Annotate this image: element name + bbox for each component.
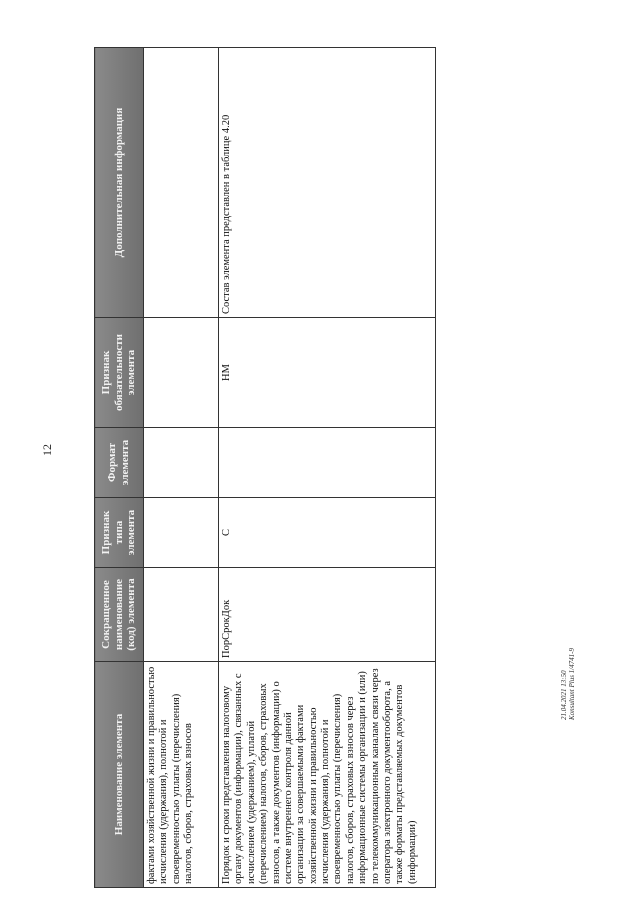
cell-type: С [219,498,436,568]
header-additional-info: Дополнительная информация [95,48,144,318]
header-element-format: Формат элемента [95,428,144,498]
cell-info [144,48,219,318]
stamp-line-2: Konsultant Plus 1/4741-9 [568,648,577,720]
table-header-row [95,48,144,888]
cell-format [144,428,219,498]
cell-name: Порядок и сроки представления налоговому органу документов (информации), связанных с исчислением (удержанием), уплатой (перечислением) налогов, сборов, страховых взносов, а также документов (информации) о системе внутреннего контроля данной организации за совершаемыми фактами хозяйственной жизни и правильностью исчисления (удержания), полнотой и своевременностью уплаты (перечисления) налогов, сборов, страховых взносов через информационные системы организации и (или) по телекоммуникационным каналам связи через оператора электронного документооборота, а также форматы представляемых документов (информации) [219,662,436,888]
rotated-table [94,48,418,888]
header-element-type: Признак типа элемента [95,498,144,568]
cell-required [144,318,219,428]
stamp-line-1: 21.04.2021 13:50 [560,670,568,720]
cell-type [144,498,219,568]
cell-code [144,568,219,662]
header-element-code: Сокращенное наименование (код) элемента [95,568,144,662]
elements-table [94,47,436,888]
cell-info: Состав элемента представлен в таблице 4.20 [219,48,436,318]
cell-format [219,428,436,498]
cell-required: НМ [219,318,436,428]
table-row [219,48,436,888]
table-row [144,48,219,888]
header-element-required: Признак обязательности элемента [95,318,144,428]
header-element-name: Наименование элемента [95,662,144,888]
page-number: 12 [40,444,54,456]
document-stamp [560,648,577,720]
cell-code: ПорСрокДок [219,568,436,662]
cell-name: фактами хозяйственной жизни и правильностью исчисления (удержания), полнотой и своевременностью уплаты (перечисления) налогов, сборов, страховых взносов [144,662,219,888]
table-container [94,48,418,888]
